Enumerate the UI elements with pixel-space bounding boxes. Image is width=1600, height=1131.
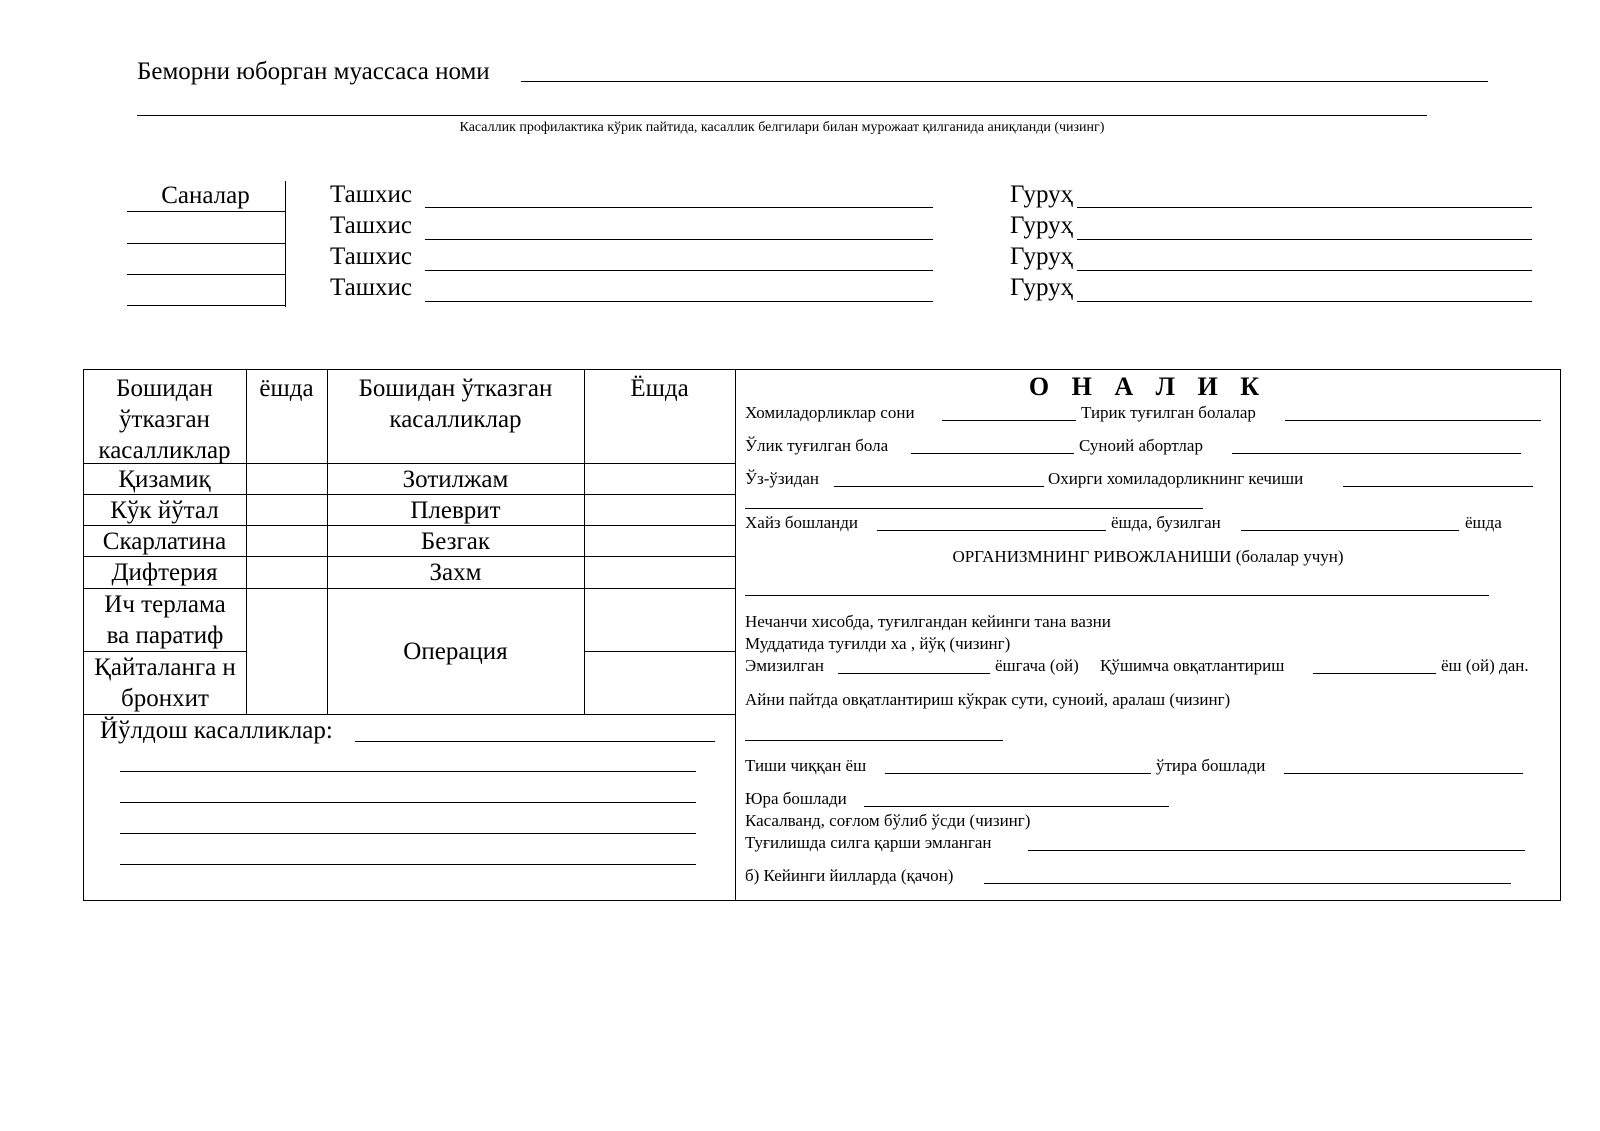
group-label-3: Гуруҳ [1010, 243, 1074, 270]
from-age-label: ёш (ой) дан. [1441, 656, 1529, 675]
breastfed-label: Эмизилган [745, 656, 824, 675]
last-pregnancy-field[interactable] [1343, 486, 1533, 487]
table-col-divider-3 [584, 369, 585, 715]
diagnosis-field-3[interactable] [425, 270, 933, 271]
table-row-label: Ич терлама ва паратиф [104, 591, 226, 649]
supplementary-label: Қўшимча овқатлантириш [1100, 656, 1285, 675]
live-births-label: Тирик туғилган болалар [1081, 403, 1256, 422]
diagnosis-label-1: Ташхис [330, 181, 412, 208]
col-header-illness-2: Бошидан ўтказган касалликлар [358, 375, 553, 433]
companion-field-1[interactable] [355, 741, 715, 742]
diagnosis-field-4[interactable] [425, 301, 933, 302]
companion-field-5[interactable] [120, 864, 696, 865]
abortions-field[interactable] [1232, 453, 1521, 454]
table-row-label: Плеврит [410, 497, 501, 524]
pregnancies-label: Хомиладорликлар сони [745, 403, 915, 422]
walking-field[interactable] [864, 806, 1169, 807]
table-row-label: Қайталанга н бронхит [94, 654, 236, 712]
col-header-illness: Бошидан ўтказган касалликлар [98, 375, 231, 464]
companion-label: Йўлдош касалликлар: [100, 717, 333, 744]
date-field-3[interactable] [127, 274, 285, 275]
live-births-field[interactable] [1285, 420, 1541, 421]
table-row-label: Қизамиқ [118, 466, 211, 493]
table-row-label: Зотилжам [402, 466, 509, 493]
table-col-divider-1 [246, 369, 247, 715]
group-field-2[interactable] [1077, 239, 1532, 240]
supplementary-field[interactable] [1313, 673, 1436, 674]
age-label: ёшда [1465, 513, 1502, 532]
age-broken-label: ёшда, бузилган [1111, 513, 1221, 532]
col-header-age: ёшда [259, 375, 314, 402]
sitting-field[interactable] [1284, 773, 1523, 774]
stillborn-label: Ўлик туғилган бола [745, 436, 889, 455]
tb-vaccine-label: Туғилишда силга қарши эмланган [745, 833, 992, 852]
tb-vaccine-field[interactable] [1028, 850, 1525, 851]
companion-field-4[interactable] [120, 833, 696, 834]
menses-label: Хайз бошланди [745, 513, 858, 532]
stillborn-field[interactable] [911, 453, 1074, 454]
breastfed-field[interactable] [838, 673, 990, 674]
table-row-label: Кўк йўтал [110, 497, 219, 524]
spontaneous-label: Ўз-ўзидан [745, 469, 820, 488]
teeth-age-label: Тиши чиққан ёш [745, 756, 867, 775]
later-years-label: б) Кейинги йилларда (қачон) [745, 866, 954, 885]
table-row-label: Скарлатина [102, 528, 227, 555]
onalik-title: О Н А Л И К [1028, 372, 1268, 401]
date-field-2[interactable] [127, 243, 285, 244]
birth-weight-label: Нечанчи хисобда, туғилгандан кейинги тана вазни [745, 612, 1111, 631]
broken-age-field[interactable] [1241, 530, 1459, 531]
dates-label: Саналар [161, 182, 250, 209]
group-field-1[interactable] [1077, 207, 1532, 208]
development-field[interactable] [745, 595, 1489, 596]
diagnosis-field-2[interactable] [425, 239, 933, 240]
sitting-label: ўтира бошлади [1156, 756, 1266, 775]
term-birth-label: Муддатида туғилди ха , йўқ (чизинг) [745, 634, 1011, 653]
last-pregnancy-field-2[interactable] [745, 508, 1203, 509]
table-row-line-6b [584, 651, 735, 652]
companion-field-2[interactable] [120, 771, 696, 772]
health-label: Касалванд, соғлом бўлиб ўсди (чизинг) [745, 811, 1031, 830]
col-header-age-2: Ёшда [630, 375, 689, 402]
group-label-4: Гуруҳ [1010, 274, 1074, 301]
table-row-line-7 [83, 714, 735, 715]
last-pregnancy-label: Охирги хомиладорликнинг кечиши [1048, 469, 1304, 488]
date-field-1[interactable] [127, 211, 285, 212]
current-feeding-label: Айни пайтда овқатлантириш кўкрак сути, суноий, аралаш (чизинг) [745, 690, 1231, 709]
group-label-1: Гуруҳ [1010, 181, 1074, 208]
institution-label: Беморни юборган муассаса номи [137, 58, 490, 85]
date-field-4[interactable] [127, 305, 285, 306]
development-title: ОРГАНИЗМНИНГ РИВОЖЛАНИШИ (болалар учун) [952, 547, 1344, 566]
walking-label: Юра бошлади [745, 789, 847, 808]
teeth-age-field[interactable] [885, 773, 1151, 774]
companion-field-3[interactable] [120, 802, 696, 803]
group-field-3[interactable] [1077, 270, 1532, 271]
diagnosis-label-4: Ташхис [330, 274, 412, 301]
abortions-label: Суноий абортлар [1079, 436, 1203, 455]
table-row-label: Операция [403, 638, 508, 665]
section-divider [735, 369, 736, 901]
detection-note: Касаллик профилактика кўрик пайтида, касаллик белгилари билан мурожаат қилганида аниқланди (чизинг) [459, 120, 1105, 135]
diagnosis-field-1[interactable] [425, 207, 933, 208]
menses-age-field[interactable] [877, 530, 1106, 531]
institution-field-2[interactable] [137, 115, 1427, 116]
diagnosis-label-2: Ташхис [330, 212, 412, 239]
group-field-4[interactable] [1077, 301, 1532, 302]
table-row-label: Безгак [420, 528, 491, 555]
until-age-label: ёшгача (ой) [995, 656, 1079, 675]
pregnancies-field[interactable] [942, 420, 1076, 421]
institution-field[interactable] [521, 81, 1488, 82]
group-label-2: Гуруҳ [1010, 212, 1074, 239]
dates-divider [285, 181, 286, 307]
current-feeding-field[interactable] [745, 740, 1003, 741]
table-row-label: Захм [429, 559, 482, 586]
table-row-label: Дифтерия [111, 559, 218, 586]
spontaneous-field[interactable] [834, 486, 1044, 487]
diagnosis-label-3: Ташхис [330, 243, 412, 270]
later-years-field[interactable] [984, 883, 1511, 884]
